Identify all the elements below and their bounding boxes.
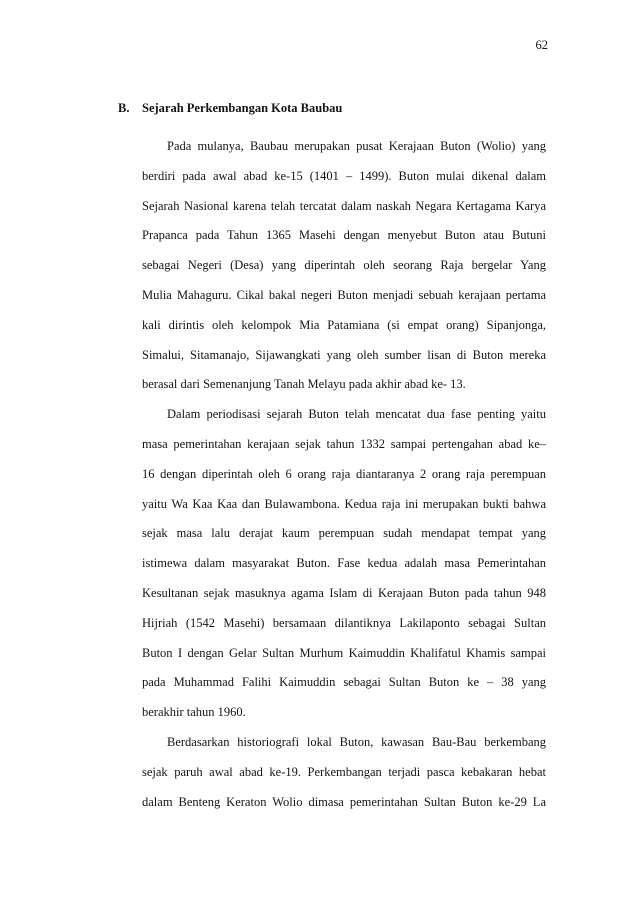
- paragraph-2-line: yaitu Wa Kaa Kaa dan Bulawambona. Kedua raja ini merupakan bukti bahwa: [142, 496, 546, 511]
- paragraph-3-line: Berdasarkan historiografi lokal Buton, kawasan Bau-Bau berkembang: [167, 734, 546, 749]
- paragraph-1-line: kali dirintis oleh kelompok Mia Patamiana (si empat orang) Sipanjonga,: [142, 317, 546, 332]
- section-heading: [118, 100, 342, 116]
- paragraph-2-line: sejak masa lalu derajat kaum perempuan sudah mendapat tempat yang: [142, 526, 546, 541]
- paragraph-1-line: berasal dari Semenanjung Tanah Melayu pada akhir abad ke- 13.: [142, 377, 466, 392]
- paragraph-2-line: Kesultanan sejak masuknya agama Islam di Kerajaan Buton pada tahun 948: [142, 585, 546, 600]
- paragraph-1-line: Mulia Mahaguru. Cikal bakal negeri Buton menjadi sebuah kerajaan pertama: [142, 287, 546, 302]
- paragraph-1-line: Simalui, Sitamanajo, Sijawangkati yang oleh sumber lisan di Buton mereka: [142, 347, 546, 362]
- section-letter: B.: [118, 101, 130, 115]
- paragraph-3-line: dalam Benteng Keraton Wolio dimasa pemerintahan Sultan Buton ke-29 La: [142, 794, 546, 809]
- paragraph-1-line: sebagai Negeri (Desa) yang diperintah oleh seorang Raja bergelar Yang: [142, 258, 546, 273]
- paragraph-1-line: Pada mulanya, Baubau merupakan pusat Kerajaan Buton (Wolio) yang: [167, 139, 546, 153]
- paragraph-2-line: berakhir tahun 1960.: [142, 705, 246, 720]
- section-title: Sejarah Perkembangan Kota Baubau: [142, 101, 343, 115]
- paragraph-2-line: Buton I dengan Gelar Sultan Murhum Kaimuddin Khalifatul Khamis sampai: [142, 645, 546, 660]
- body-text: [142, 132, 546, 817]
- paragraph-2-line: Dalam periodisasi sejarah Buton telah mencatat dua fase penting yaitu: [167, 407, 546, 422]
- paragraph-1-line: Prapanca pada Tahun 1365 Masehi dengan menyebut Buton atau Butuni: [142, 228, 546, 243]
- paragraph-3-line: sejak paruh awal abad ke-19. Perkembangan terjadi pasca kebakaran hebat: [142, 764, 546, 779]
- paragraph-2-line: Hijriah (1542 Masehi) bersamaan dilantiknya Lakilaponto sebagai Sultan: [142, 615, 546, 630]
- paragraph-2-line: pada Muhammad Falihi Kaimuddin sebagai Sultan Buton ke – 38 yang: [142, 675, 546, 690]
- paragraph-1-line: Sejarah Nasional karena telah tercatat dalam naskah Negara Kertagama Karya: [142, 198, 546, 213]
- paragraph-2-line: 16 dengan diperintah oleh 6 orang raja diantaranya 2 orang raja perempuan: [142, 466, 546, 481]
- paragraph-1-line: berdiri pada awal abad ke-15 (1401 – 1499). Buton mulai dikenal dalam: [142, 168, 546, 183]
- page-number: 62: [535, 38, 548, 52]
- paragraph-2-line: masa pemerintahan kerajaan sejak tahun 1332 sampai pertengahan abad ke–: [142, 436, 546, 451]
- paragraph-2-line: istimewa dalam masyarakat Buton. Fase kedua adalah masa Pemerintahan: [142, 556, 546, 571]
